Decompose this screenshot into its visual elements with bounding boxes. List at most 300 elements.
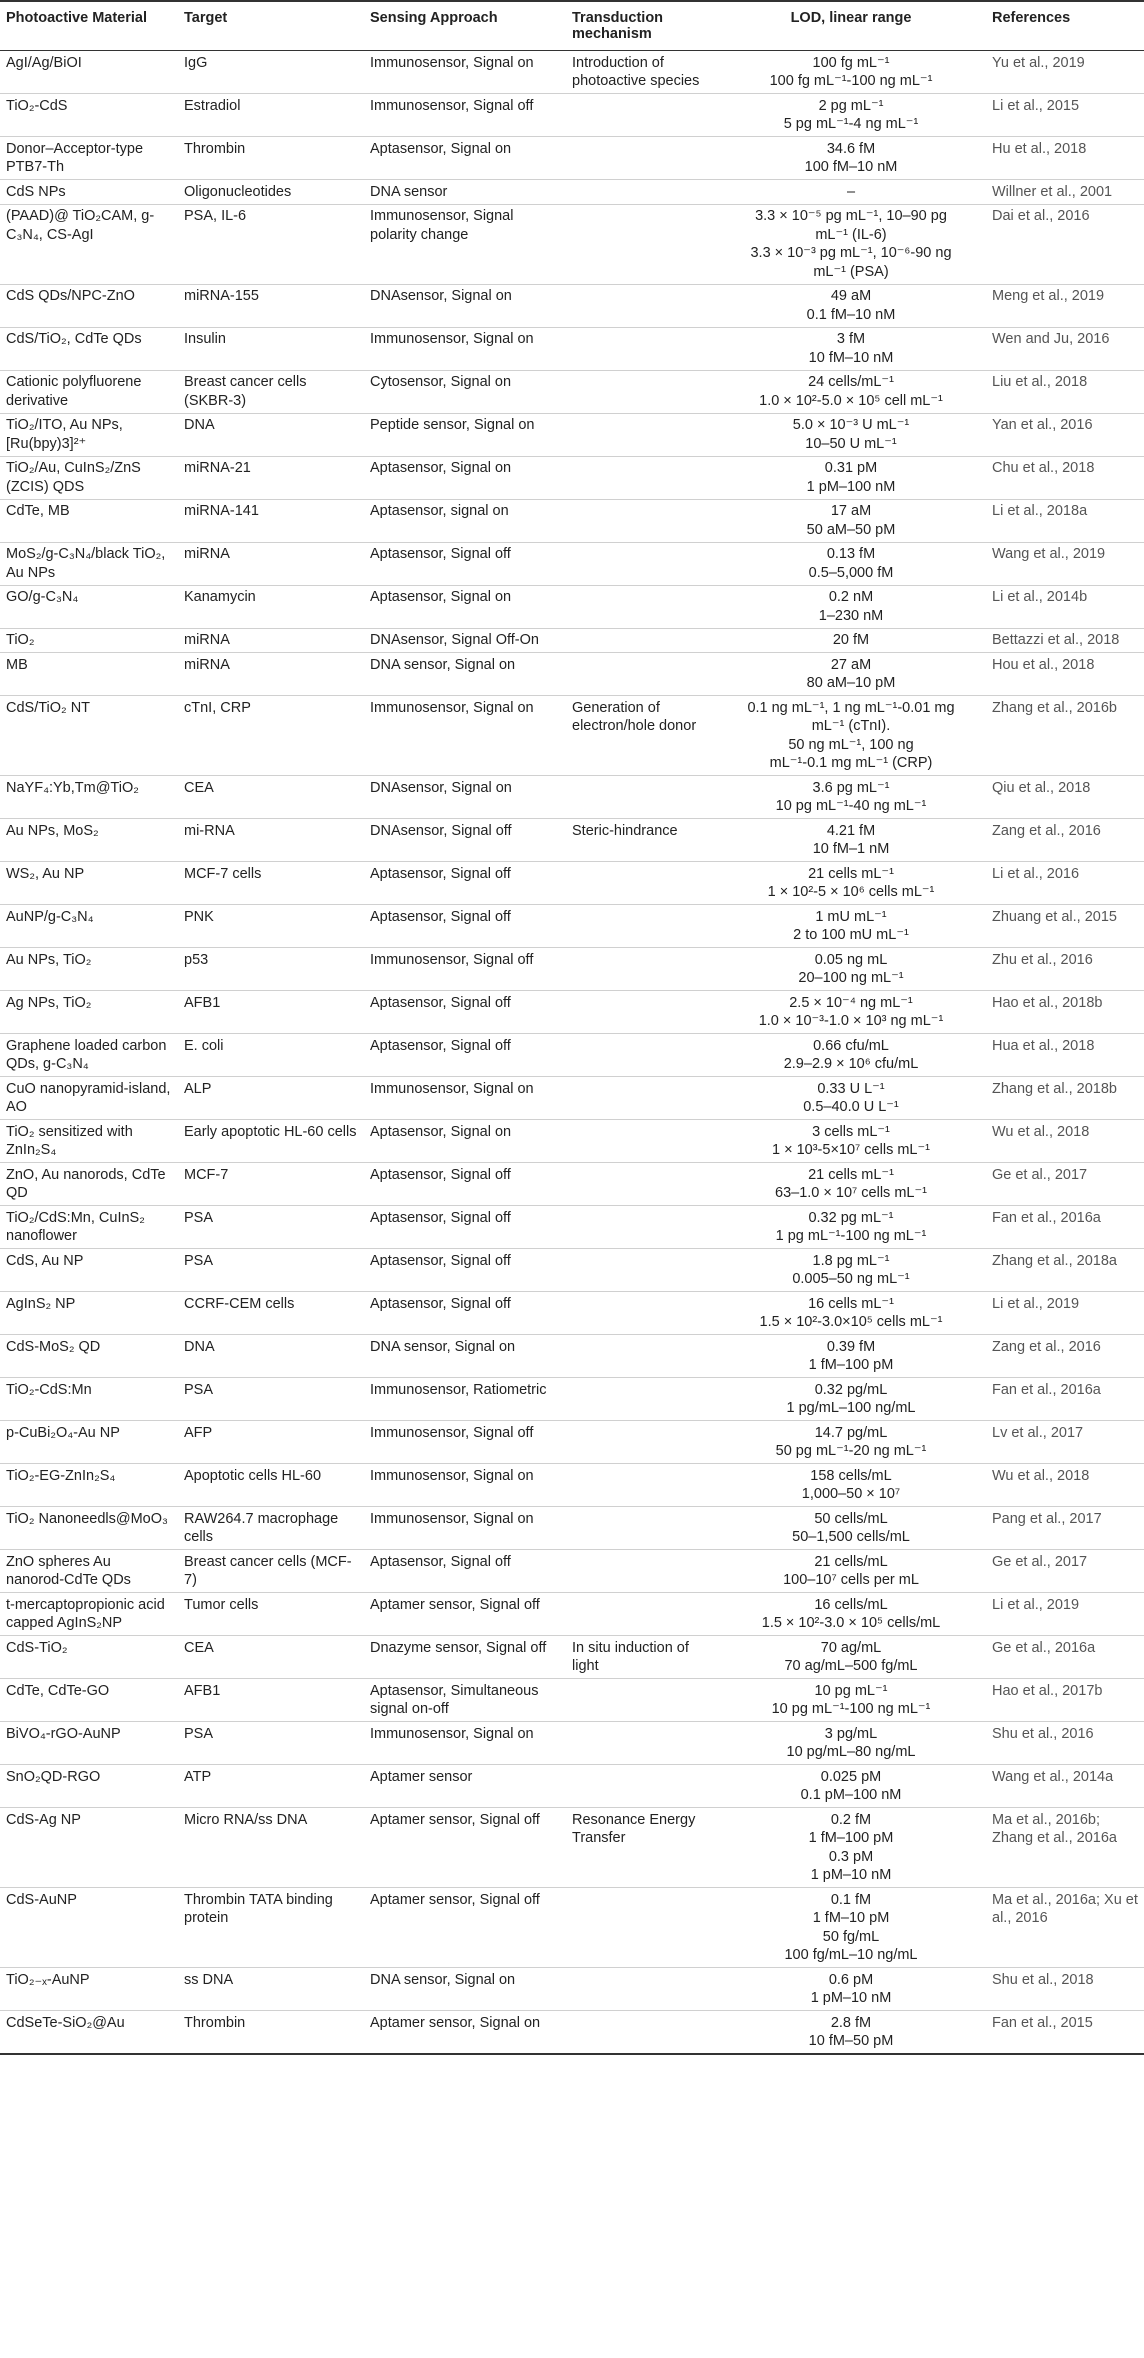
lod-line: 21 cells mL⁻¹ bbox=[808, 865, 894, 882]
lod-line: 17 aM bbox=[830, 503, 872, 519]
cell-mechanism bbox=[566, 327, 716, 370]
cell-target: AFB1 bbox=[178, 991, 364, 1034]
table-row bbox=[0, 1968, 1144, 2011]
cell-mechanism bbox=[566, 776, 716, 819]
table-row bbox=[0, 94, 1144, 137]
cell-reference: Hu et al., 2018 bbox=[986, 137, 1144, 180]
cell-target: Breast cancer cells (MCF-7) bbox=[178, 1550, 364, 1593]
cell-reference: Liu et al., 2018 bbox=[986, 370, 1144, 413]
cell-approach: DNA sensor bbox=[364, 180, 566, 205]
cell-lod bbox=[716, 1507, 986, 1550]
cell-material: CdS-AuNP bbox=[0, 1888, 178, 1968]
lod-line: 10 fM–1 nM bbox=[812, 841, 890, 857]
cell-approach: Aptasensor, signal on bbox=[364, 499, 566, 542]
lod-line: 5.0 × 10⁻³ U mL⁻¹ bbox=[792, 417, 910, 433]
cell-lod bbox=[716, 1464, 986, 1507]
cell-material: ZnO spheres Au nanorod-CdTe QDs bbox=[0, 1550, 178, 1593]
cell-approach: Aptasensor, Signal off bbox=[364, 991, 566, 1034]
cell-reference: Wang et al., 2014a bbox=[986, 1765, 1144, 1808]
cell-material: SnO₂QD-RGO bbox=[0, 1765, 178, 1808]
lod-line: 0.66 cfu/mL bbox=[813, 1037, 889, 1054]
cell-approach: Aptasensor, Signal on bbox=[364, 137, 566, 180]
lod-line: 50–1,500 cells/mL bbox=[792, 1529, 910, 1545]
table-row bbox=[0, 696, 1144, 776]
cell-lod bbox=[716, 204, 986, 284]
cell-reference: Hou et al., 2018 bbox=[986, 653, 1144, 696]
cell-mechanism bbox=[566, 1888, 716, 1968]
lod-line: 100 fg mL⁻¹-100 ng mL⁻¹ bbox=[769, 73, 933, 89]
cell-target: PSA, IL-6 bbox=[178, 204, 364, 284]
cell-mechanism: Introduction of photoactive species bbox=[566, 51, 716, 94]
table-row bbox=[0, 1765, 1144, 1808]
cell-mechanism bbox=[566, 204, 716, 284]
table-row bbox=[0, 1421, 1144, 1464]
cell-material: CuO nanopyramid-island, AO bbox=[0, 1077, 178, 1120]
cell-reference: Wu et al., 2018 bbox=[986, 1464, 1144, 1507]
lod-line: 70 ag/mL–500 fg/mL bbox=[784, 1658, 918, 1674]
lod-line: 50 fg/mL bbox=[822, 1928, 880, 1945]
table-row bbox=[0, 1888, 1144, 1968]
cell-reference: Zhu et al., 2016 bbox=[986, 948, 1144, 991]
cell-approach: Aptasensor, Signal off bbox=[364, 1292, 566, 1335]
cell-target: Oligonucleotides bbox=[178, 180, 364, 205]
cell-mechanism bbox=[566, 1249, 716, 1292]
cell-lod bbox=[716, 1163, 986, 1206]
cell-reference: Hao et al., 2017b bbox=[986, 1679, 1144, 1722]
cell-mechanism bbox=[566, 1507, 716, 1550]
cell-target: Micro RNA/ss DNA bbox=[178, 1808, 364, 1888]
cell-material: (PAAD)@ TiO₂CAM, g-C₃N₄, CS-AgI bbox=[0, 204, 178, 284]
table-row bbox=[0, 204, 1144, 284]
cell-material: CdS-TiO₂ bbox=[0, 1636, 178, 1679]
cell-mechanism bbox=[566, 137, 716, 180]
cell-reference: Li et al., 2016 bbox=[986, 862, 1144, 905]
cell-material: CdS-MoS₂ QD bbox=[0, 1335, 178, 1378]
lod-line: 3.6 pg mL⁻¹ bbox=[812, 779, 890, 796]
lod-line: 1 pM–10 nM bbox=[810, 1990, 892, 2006]
lod-line: 2 pg mL⁻¹ bbox=[818, 97, 884, 114]
table-row bbox=[0, 1077, 1144, 1120]
lod-line: mL⁻¹-0.1 mg mL⁻¹ (CRP) bbox=[769, 755, 933, 771]
cell-target: Thrombin TATA binding protein bbox=[178, 1888, 364, 1968]
cell-mechanism bbox=[566, 1206, 716, 1249]
lod-line: 4.21 fM bbox=[826, 822, 876, 839]
cell-mechanism: Steric-hindrance bbox=[566, 819, 716, 862]
lod-line: 14.7 pg/mL bbox=[814, 1424, 888, 1441]
table-row bbox=[0, 653, 1144, 696]
cell-lod bbox=[716, 628, 986, 653]
cell-approach: Aptamer sensor, Signal off bbox=[364, 1808, 566, 1888]
cell-target: Insulin bbox=[178, 327, 364, 370]
cell-material: t-mercaptopropionic acid capped AgInS₂NP bbox=[0, 1593, 178, 1636]
cell-approach: Aptamer sensor, Signal off bbox=[364, 1888, 566, 1968]
cell-target: miRNA bbox=[178, 628, 364, 653]
cell-lod bbox=[716, 413, 986, 456]
lod-line: 27 aM bbox=[830, 656, 872, 673]
cell-lod bbox=[716, 819, 986, 862]
cell-target: PSA bbox=[178, 1206, 364, 1249]
cell-approach: Immunosensor, Signal on bbox=[364, 1077, 566, 1120]
cell-mechanism bbox=[566, 1464, 716, 1507]
lod-line: 10 fM–50 pM bbox=[808, 2033, 894, 2049]
lod-line: 1 mU mL⁻¹ bbox=[815, 908, 887, 925]
cell-target: ALP bbox=[178, 1077, 364, 1120]
cell-target: CEA bbox=[178, 776, 364, 819]
cell-target: miRNA-21 bbox=[178, 456, 364, 499]
table-row bbox=[0, 1593, 1144, 1636]
column-header-references: References bbox=[986, 1, 1144, 51]
cell-mechanism bbox=[566, 284, 716, 327]
cell-mechanism bbox=[566, 1034, 716, 1077]
lod-line: 20 fM bbox=[832, 632, 870, 648]
table-row bbox=[0, 2011, 1144, 2055]
lod-line: 1.5 × 10²-3.0×10⁵ cells mL⁻¹ bbox=[759, 1314, 943, 1330]
cell-material: TiO₂/Au, CuInS₂/ZnS (ZCIS) QDS bbox=[0, 456, 178, 499]
table-row bbox=[0, 1292, 1144, 1335]
cell-reference: Zang et al., 2016 bbox=[986, 1335, 1144, 1378]
cell-material: p-CuBi₂O₄-Au NP bbox=[0, 1421, 178, 1464]
lod-line: 2.5 × 10⁻⁴ ng mL⁻¹ bbox=[789, 994, 913, 1011]
cell-target: miRNA-141 bbox=[178, 499, 364, 542]
lod-line: 3 pg/mL bbox=[824, 1725, 878, 1742]
lod-line: 1,000–50 × 10⁷ bbox=[801, 1486, 901, 1502]
table-row bbox=[0, 991, 1144, 1034]
cell-reference: Li et al., 2015 bbox=[986, 94, 1144, 137]
cell-mechanism bbox=[566, 456, 716, 499]
lod-line: 50 ng mL⁻¹, 100 ng bbox=[788, 736, 914, 753]
cell-approach: Aptamer sensor, Signal off bbox=[364, 1593, 566, 1636]
cell-target: MCF-7 bbox=[178, 1163, 364, 1206]
cell-lod bbox=[716, 456, 986, 499]
cell-reference: Pang et al., 2017 bbox=[986, 1507, 1144, 1550]
lod-line: 0.005–50 ng mL⁻¹ bbox=[792, 1271, 910, 1287]
cell-material: AgInS₂ NP bbox=[0, 1292, 178, 1335]
cell-reference: Zhang et al., 2018b bbox=[986, 1077, 1144, 1120]
lod-line: 34.6 fM bbox=[826, 140, 876, 157]
cell-target: RAW264.7 macrophage cells bbox=[178, 1507, 364, 1550]
cell-material: TiO₂₋ₓ-AuNP bbox=[0, 1968, 178, 2011]
cell-lod bbox=[716, 542, 986, 585]
lod-line: 1.5 × 10²-3.0 × 10⁵ cells/mL bbox=[761, 1615, 941, 1631]
cell-lod bbox=[716, 1593, 986, 1636]
cell-approach: DNAsensor, Signal on bbox=[364, 776, 566, 819]
lod-line: 10 pg mL⁻¹-100 ng mL⁻¹ bbox=[771, 1701, 931, 1717]
lod-line: 20–100 ng mL⁻¹ bbox=[798, 970, 904, 986]
cell-lod bbox=[716, 696, 986, 776]
table-row bbox=[0, 370, 1144, 413]
lod-line: 1 × 10³-5×10⁷ cells mL⁻¹ bbox=[772, 1142, 930, 1158]
lod-line: 0.32 pg/mL bbox=[814, 1381, 888, 1398]
cell-mechanism bbox=[566, 1421, 716, 1464]
cell-mechanism bbox=[566, 2011, 716, 2055]
table-row bbox=[0, 1722, 1144, 1765]
lod-line: 1.0 × 10²-5.0 × 10⁵ cell mL⁻¹ bbox=[759, 392, 943, 409]
cell-mechanism: In situ induction of light bbox=[566, 1636, 716, 1679]
lod-line: 10 pg mL⁻¹-40 ng mL⁻¹ bbox=[775, 798, 927, 814]
column-header-target: Target bbox=[178, 1, 364, 51]
table-row bbox=[0, 456, 1144, 499]
cell-target: Thrombin bbox=[178, 2011, 364, 2055]
lod-line: mL⁻¹ (IL-6) bbox=[815, 226, 887, 243]
cell-reference: Shu et al., 2018 bbox=[986, 1968, 1144, 2011]
lod-line: 0.3 pM bbox=[828, 1848, 874, 1865]
table-row bbox=[0, 1550, 1144, 1593]
cell-lod bbox=[716, 948, 986, 991]
lod-line: 0.5–40.0 U L⁻¹ bbox=[803, 1099, 899, 1115]
cell-target: ss DNA bbox=[178, 1968, 364, 2011]
cell-material: GO/g-C₃N₄ bbox=[0, 585, 178, 628]
lod-line: 0.2 nM bbox=[828, 589, 874, 605]
cell-material: Cationic polyfluorene derivative bbox=[0, 370, 178, 413]
cell-approach: Aptamer sensor, Signal on bbox=[364, 2011, 566, 2055]
cell-approach: Aptamer sensor bbox=[364, 1765, 566, 1808]
cell-lod bbox=[716, 1636, 986, 1679]
cell-lod bbox=[716, 499, 986, 542]
cell-reference: Zang et al., 2016 bbox=[986, 819, 1144, 862]
cell-material: Donor–Acceptor-type PTB7-Th bbox=[0, 137, 178, 180]
cell-lod bbox=[716, 370, 986, 413]
cell-approach: Cytosensor, Signal on bbox=[364, 370, 566, 413]
cell-target: DNA bbox=[178, 413, 364, 456]
cell-approach: Immunosensor, Signal on bbox=[364, 696, 566, 776]
cell-lod bbox=[716, 1765, 986, 1808]
lod-line: 49 aM bbox=[830, 288, 872, 304]
cell-mechanism bbox=[566, 542, 716, 585]
lod-line: 0.2 fM bbox=[830, 1811, 872, 1828]
cell-material: CdS QDs/NPC-ZnO bbox=[0, 284, 178, 327]
column-header-lod: LOD, linear range bbox=[716, 1, 986, 51]
lod-line: 1 fM–100 pM bbox=[808, 1357, 894, 1373]
cell-mechanism: Resonance Energy Transfer bbox=[566, 1808, 716, 1888]
cell-material: TiO₂/CdS:Mn, CuInS₂ nanoflower bbox=[0, 1206, 178, 1249]
cell-mechanism bbox=[566, 862, 716, 905]
cell-target: PSA bbox=[178, 1722, 364, 1765]
cell-reference: Fan et al., 2015 bbox=[986, 2011, 1144, 2055]
cell-target: Kanamycin bbox=[178, 585, 364, 628]
cell-target: Thrombin bbox=[178, 137, 364, 180]
cell-reference: Zhang et al., 2018a bbox=[986, 1249, 1144, 1292]
table-row bbox=[0, 1249, 1144, 1292]
cell-lod bbox=[716, 991, 986, 1034]
lod-line: 1.0 × 10⁻³-1.0 × 10³ ng mL⁻¹ bbox=[758, 1013, 944, 1029]
cell-reference: Qiu et al., 2018 bbox=[986, 776, 1144, 819]
lod-line: 0.1 ng mL⁻¹, 1 ng mL⁻¹-0.01 mg bbox=[747, 699, 955, 716]
cell-lod bbox=[716, 284, 986, 327]
cell-material: Au NPs, TiO₂ bbox=[0, 948, 178, 991]
cell-target: Estradiol bbox=[178, 94, 364, 137]
cell-target: E. coli bbox=[178, 1034, 364, 1077]
table-row bbox=[0, 499, 1144, 542]
cell-reference: Wen and Ju, 2016 bbox=[986, 327, 1144, 370]
cell-target: CCRF-CEM cells bbox=[178, 1292, 364, 1335]
lod-line: 50 pg mL⁻¹-20 ng mL⁻¹ bbox=[775, 1443, 927, 1459]
cell-material: Graphene loaded carbon QDs, g-C₃N₄ bbox=[0, 1034, 178, 1077]
cell-target: Tumor cells bbox=[178, 1593, 364, 1636]
cell-approach: Immunosensor, Signal on bbox=[364, 327, 566, 370]
cell-target: DNA bbox=[178, 1335, 364, 1378]
cell-mechanism bbox=[566, 1077, 716, 1120]
cell-lod bbox=[716, 180, 986, 205]
cell-mechanism bbox=[566, 1968, 716, 2011]
lod-line: 80 aM–10 pM bbox=[806, 675, 896, 691]
lod-line: 1 pM–100 nM bbox=[806, 478, 896, 495]
cell-reference: Li et al., 2018a bbox=[986, 499, 1144, 542]
table-row bbox=[0, 948, 1144, 991]
lod-line: 3 cells mL⁻¹ bbox=[812, 1123, 890, 1140]
lod-line: 1 fM–10 pM bbox=[812, 1910, 890, 1926]
cell-approach: Immunosensor, Signal off bbox=[364, 948, 566, 991]
cell-approach: DNA sensor, Signal on bbox=[364, 1968, 566, 2011]
lod-line: 2.8 fM bbox=[830, 2014, 872, 2031]
cell-reference: Li et al., 2019 bbox=[986, 1292, 1144, 1335]
cell-reference: Ge et al., 2017 bbox=[986, 1550, 1144, 1593]
cell-target: ATP bbox=[178, 1765, 364, 1808]
cell-mechanism bbox=[566, 948, 716, 991]
cell-lod bbox=[716, 653, 986, 696]
cell-lod bbox=[716, 1550, 986, 1593]
cell-material: MoS₂/g-C₃N₄/black TiO₂, Au NPs bbox=[0, 542, 178, 585]
table-row bbox=[0, 1808, 1144, 1888]
lod-line: 0.32 pg mL⁻¹ bbox=[808, 1209, 894, 1226]
cell-material: ZnO, Au nanorods, CdTe QD bbox=[0, 1163, 178, 1206]
cell-lod bbox=[716, 51, 986, 94]
cell-reference: Li et al., 2019 bbox=[986, 1593, 1144, 1636]
lod-line: 70 ag/mL bbox=[820, 1639, 882, 1656]
lod-line: 1 pg/mL–100 ng/mL bbox=[786, 1400, 916, 1416]
cell-mechanism bbox=[566, 499, 716, 542]
cell-material: BiVO₄-rGO-AuNP bbox=[0, 1722, 178, 1765]
cell-material: TiO₂ bbox=[0, 628, 178, 653]
cell-lod bbox=[716, 1206, 986, 1249]
cell-lod bbox=[716, 1722, 986, 1765]
lod-line: 1 pg mL⁻¹-100 ng mL⁻¹ bbox=[775, 1228, 927, 1244]
table-row bbox=[0, 1464, 1144, 1507]
cell-lod bbox=[716, 1249, 986, 1292]
cell-material: WS₂, Au NP bbox=[0, 862, 178, 905]
cell-approach: Aptasensor, Signal on bbox=[364, 585, 566, 628]
lod-line: 10 pg/mL–80 ng/mL bbox=[786, 1744, 916, 1760]
cell-approach: Immunosensor, Signal on bbox=[364, 1507, 566, 1550]
cell-reference: Hao et al., 2018b bbox=[986, 991, 1144, 1034]
cell-lod bbox=[716, 905, 986, 948]
cell-target: miRNA bbox=[178, 542, 364, 585]
cell-lod bbox=[716, 94, 986, 137]
lod-line: 50 cells/mL bbox=[814, 1510, 888, 1527]
lod-line: mL⁻¹ (cTnI). bbox=[811, 718, 891, 734]
lod-line: 3 fM bbox=[836, 331, 866, 347]
table-row bbox=[0, 1679, 1144, 1722]
lod-line: 3.3 × 10⁻⁵ pg mL⁻¹, 10–90 pg bbox=[755, 208, 947, 224]
cell-approach: Immunosensor, Signal on bbox=[364, 1464, 566, 1507]
lod-line: 0.13 fM bbox=[826, 546, 876, 562]
cell-material: CdSeTe-SiO₂@Au bbox=[0, 2011, 178, 2055]
cell-approach: Aptasensor, Signal off bbox=[364, 1034, 566, 1077]
cell-target: miRNA-155 bbox=[178, 284, 364, 327]
column-header-material: Photoactive Material bbox=[0, 1, 178, 51]
cell-reference: Ge et al., 2016a bbox=[986, 1636, 1144, 1679]
cell-approach: Immunosensor, Signal polarity change bbox=[364, 204, 566, 284]
cell-mechanism bbox=[566, 1378, 716, 1421]
cell-reference: Li et al., 2014b bbox=[986, 585, 1144, 628]
cell-mechanism bbox=[566, 991, 716, 1034]
cell-target: PSA bbox=[178, 1249, 364, 1292]
cell-approach: Aptasensor, Signal on bbox=[364, 456, 566, 499]
cell-material: NaYF₄:Yb,Tm@TiO₂ bbox=[0, 776, 178, 819]
cell-material: Ag NPs, TiO₂ bbox=[0, 991, 178, 1034]
cell-target: AFB1 bbox=[178, 1679, 364, 1722]
lod-line: 0.6 pM bbox=[828, 1971, 874, 1988]
lod-line: 3.3 × 10⁻³ pg mL⁻¹, 10⁻⁶-90 ng bbox=[750, 245, 952, 261]
lod-line: 0.5–5,000 fM bbox=[808, 564, 894, 581]
cell-mechanism bbox=[566, 585, 716, 628]
cell-mechanism bbox=[566, 94, 716, 137]
cell-lod bbox=[716, 1335, 986, 1378]
cell-reference: Willner et al., 2001 bbox=[986, 180, 1144, 205]
table-row bbox=[0, 628, 1144, 653]
cell-reference: Yan et al., 2016 bbox=[986, 413, 1144, 456]
cell-mechanism bbox=[566, 180, 716, 205]
table-row bbox=[0, 51, 1144, 94]
cell-lod bbox=[716, 1679, 986, 1722]
cell-mechanism bbox=[566, 1335, 716, 1378]
table-row bbox=[0, 1507, 1144, 1550]
cell-material: CdS/TiO₂, CdTe QDs bbox=[0, 327, 178, 370]
cell-lod bbox=[716, 1378, 986, 1421]
cell-mechanism bbox=[566, 1593, 716, 1636]
cell-reference: Fan et al., 2016a bbox=[986, 1378, 1144, 1421]
cell-reference: Zhuang et al., 2015 bbox=[986, 905, 1144, 948]
lod-line: 50 aM–50 pM bbox=[806, 521, 896, 538]
cell-mechanism bbox=[566, 1120, 716, 1163]
cell-material: CdS-Ag NP bbox=[0, 1808, 178, 1888]
lod-line: 1 × 10²-5 × 10⁶ cells mL⁻¹ bbox=[767, 884, 935, 900]
cell-target: cTnI, CRP bbox=[178, 696, 364, 776]
lod-line: 63–1.0 × 10⁷ cells mL⁻¹ bbox=[775, 1185, 927, 1201]
lod-line: 10 pg mL⁻¹ bbox=[814, 1682, 888, 1699]
cell-lod bbox=[716, 1120, 986, 1163]
table-row bbox=[0, 180, 1144, 205]
cell-lod bbox=[716, 585, 986, 628]
cell-target: mi-RNA bbox=[178, 819, 364, 862]
lod-line: 10 fM–10 nM bbox=[808, 349, 894, 366]
cell-reference: Ge et al., 2017 bbox=[986, 1163, 1144, 1206]
cell-lod bbox=[716, 1808, 986, 1888]
lod-line: 21 cells mL⁻¹ bbox=[808, 1166, 894, 1183]
cell-reference: Dai et al., 2016 bbox=[986, 204, 1144, 284]
cell-target: AFP bbox=[178, 1421, 364, 1464]
lod-line: 0.1 pM–100 nM bbox=[800, 1787, 902, 1803]
cell-reference: Yu et al., 2019 bbox=[986, 51, 1144, 94]
cell-reference: Shu et al., 2016 bbox=[986, 1722, 1144, 1765]
lod-line: 0.39 fM bbox=[826, 1338, 876, 1355]
cell-mechanism bbox=[566, 1550, 716, 1593]
table-row bbox=[0, 1120, 1144, 1163]
cell-approach: Aptasensor, Signal off bbox=[364, 1206, 566, 1249]
cell-reference: Zhang et al., 2016b bbox=[986, 696, 1144, 776]
cell-approach: Immunosensor, Signal on bbox=[364, 51, 566, 94]
cell-mechanism bbox=[566, 1765, 716, 1808]
table-body bbox=[0, 51, 1144, 2055]
cell-mechanism bbox=[566, 1679, 716, 1722]
cell-approach: Immunosensor, Signal off bbox=[364, 1421, 566, 1464]
cell-target: IgG bbox=[178, 51, 364, 94]
cell-mechanism bbox=[566, 370, 716, 413]
lod-line: 1 pM–10 nM bbox=[810, 1867, 892, 1883]
cell-approach: Aptasensor, Signal off bbox=[364, 1550, 566, 1593]
cell-mechanism bbox=[566, 628, 716, 653]
cell-lod bbox=[716, 2011, 986, 2055]
column-header-mechanism: Transduction mechanism bbox=[566, 1, 716, 51]
